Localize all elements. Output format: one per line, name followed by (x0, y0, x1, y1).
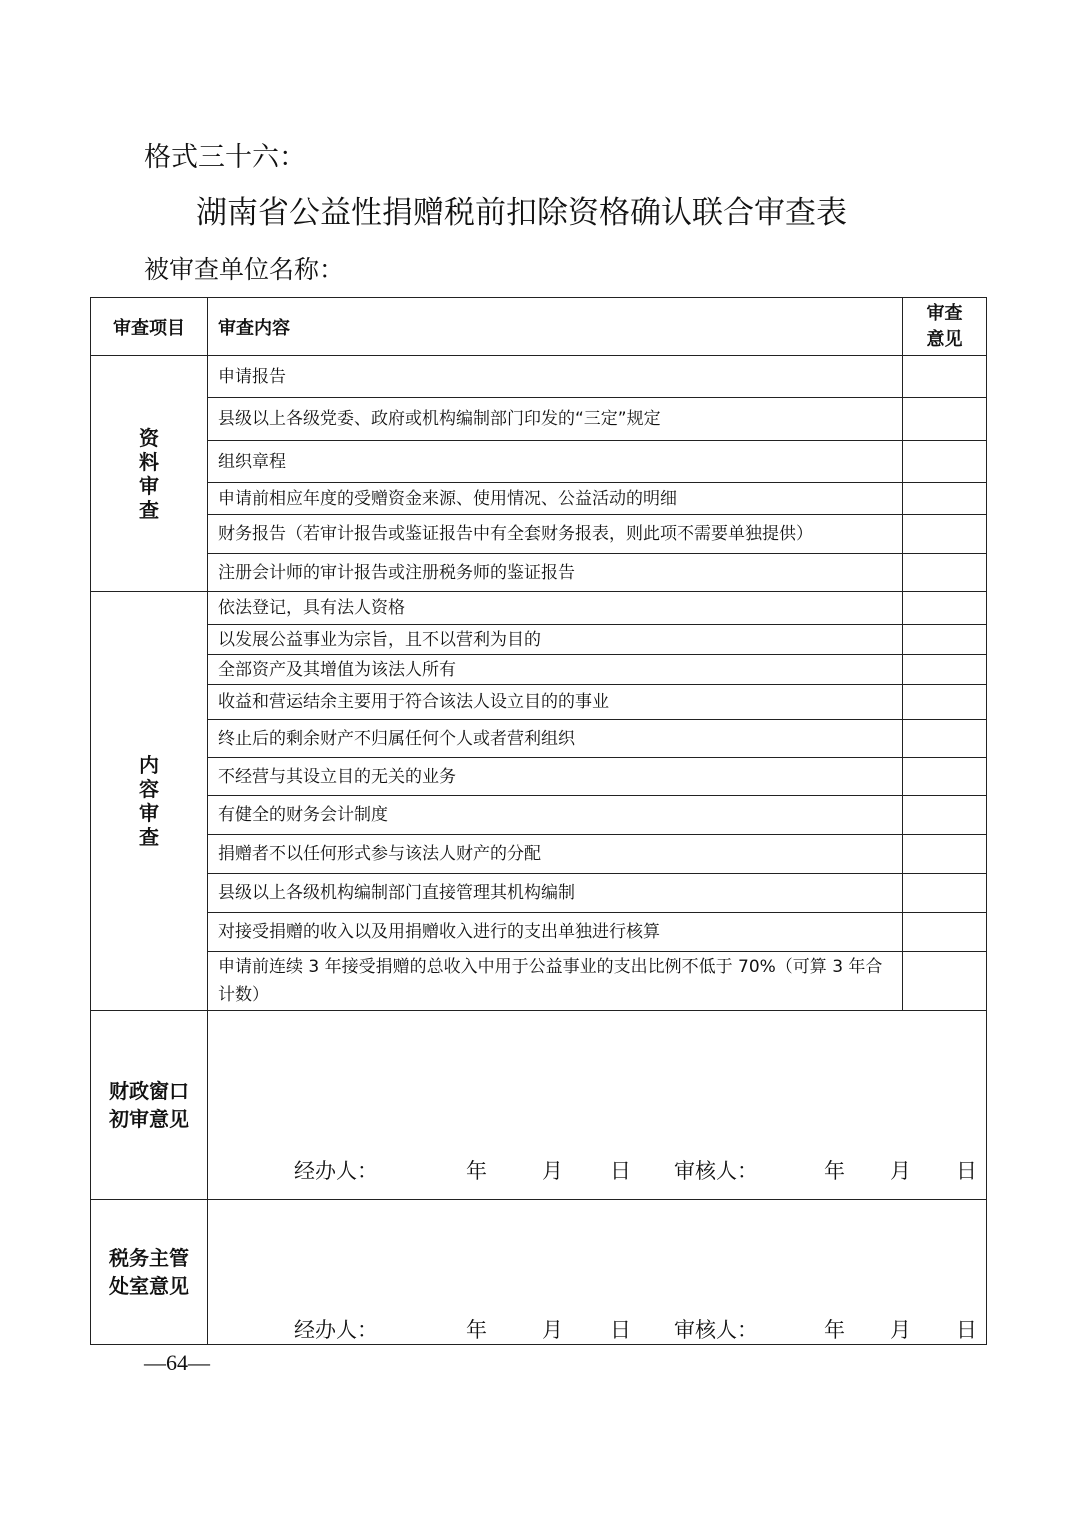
tax-office-opinion-area[interactable] (208, 1200, 987, 1345)
review-item: 有健全的财务会计制度 (208, 796, 903, 835)
finance-window-label-line1: 财政窗口 (109, 1079, 189, 1103)
opinion-cell[interactable] (903, 758, 987, 796)
year-label: 年 (466, 1159, 487, 1183)
review-item: 申请前相应年度的受赠资金来源、使用情况、公益活动的明细 (208, 483, 903, 515)
category-content-label: 内容审查 (139, 753, 159, 849)
finance-window-row (91, 1011, 987, 1200)
opinion-cell[interactable] (903, 554, 987, 592)
table-row (91, 515, 987, 554)
review-item: 组织章程 (208, 441, 903, 483)
review-item: 终止后的剩余财产不归属任何个人或者营利组织 (208, 720, 903, 758)
year-label: 年 (466, 1318, 487, 1342)
table-row (91, 913, 987, 952)
table-row (91, 874, 987, 913)
table-row (91, 625, 987, 655)
tax-office-label-line1: 税务主管 (109, 1246, 189, 1270)
finance-window-label (91, 1011, 208, 1200)
table-row (91, 952, 987, 1011)
year-label: 年 (824, 1159, 845, 1183)
day-label: 日 (610, 1159, 631, 1183)
table-row (91, 398, 987, 441)
table-row (91, 592, 987, 625)
review-item: 申请报告 (208, 356, 903, 398)
reviewer-label: 审核人： (674, 1159, 758, 1183)
opinion-cell[interactable] (903, 356, 987, 398)
table-row (91, 441, 987, 483)
opinion-cell[interactable] (903, 874, 987, 913)
table-row (91, 796, 987, 835)
table-row (91, 554, 987, 592)
header-content: 审查内容 (208, 298, 903, 356)
header-opinion-text: 审查意见 (926, 302, 963, 350)
review-item: 全部资产及其增值为该法人所有 (208, 655, 903, 685)
opinion-cell[interactable] (903, 625, 987, 655)
day-label: 日 (610, 1318, 631, 1342)
opinion-cell[interactable] (903, 720, 987, 758)
month-label: 月 (890, 1318, 911, 1342)
table-row (91, 655, 987, 685)
handler-label: 经办人： (294, 1318, 378, 1342)
opinion-cell[interactable] (903, 796, 987, 835)
month-label: 月 (890, 1159, 911, 1183)
opinion-cell[interactable] (903, 592, 987, 625)
day-label: 日 (956, 1318, 977, 1342)
review-item: 县级以上各级机构编制部门直接管理其机构编制 (208, 874, 903, 913)
opinion-cell[interactable] (903, 398, 987, 441)
month-label: 月 (542, 1318, 563, 1342)
review-item: 以发展公益事业为宗旨，且不以营利为目的 (208, 625, 903, 655)
review-item: 依法登记，具有法人资格 (208, 592, 903, 625)
handler-label: 经办人： (294, 1159, 378, 1183)
tax-office-sign-line (294, 1314, 984, 1344)
opinion-cell[interactable] (903, 835, 987, 874)
table-row (91, 835, 987, 874)
document-title: 湖南省公益性捐赠税前扣除资格确认联合审查表 (196, 195, 847, 231)
category-material-review (91, 356, 208, 592)
tax-office-label (91, 1200, 208, 1345)
finance-window-sign-line (294, 1155, 984, 1185)
table-row (91, 758, 987, 796)
review-item: 注册会计师的审计报告或注册税务师的鉴证报告 (208, 554, 903, 592)
category-content-review (91, 592, 208, 1011)
table-row (91, 720, 987, 758)
review-item: 财务报告（若审计报告或鉴证报告中有全套财务报表，则此项不需要单独提供） (208, 515, 903, 554)
finance-window-label-line2: 初审意见 (109, 1107, 189, 1131)
review-item: 收益和营运结余主要用于符合该法人设立目的的事业 (208, 685, 903, 720)
review-item: 不经营与其设立目的无关的业务 (208, 758, 903, 796)
tax-office-label-line2: 处室意见 (109, 1274, 189, 1298)
page-number: —64— (144, 1350, 210, 1375)
opinion-cell[interactable] (903, 441, 987, 483)
header-opinion (903, 298, 987, 356)
review-item: 县级以上各级党委、政府或机构编制部门印发的“三定”规定 (208, 398, 903, 441)
review-table (90, 297, 987, 1345)
review-item: 对接受捐赠的收入以及用捐赠收入进行的支出单独进行核算 (208, 913, 903, 952)
opinion-cell[interactable] (903, 913, 987, 952)
unit-name-label: 被审查单位名称： (144, 255, 345, 284)
day-label: 日 (956, 1159, 977, 1183)
tax-office-row (91, 1200, 987, 1345)
table-header-row (91, 298, 987, 356)
review-item: 捐赠者不以任何形式参与该法人财产的分配 (208, 835, 903, 874)
table-row (91, 483, 987, 515)
review-item: 申请前连续 3 年接受捐赠的总收入中用于公益事业的支出比例不低于 70%（可算 3 年合计数） (208, 952, 903, 1011)
finance-window-opinion-area[interactable] (208, 1011, 987, 1200)
month-label: 月 (542, 1159, 563, 1183)
opinion-cell[interactable] (903, 685, 987, 720)
opinion-cell[interactable] (903, 952, 987, 1011)
table-row (91, 685, 987, 720)
opinion-cell[interactable] (903, 655, 987, 685)
year-label: 年 (824, 1318, 845, 1342)
category-material-label: 资料审查 (139, 425, 159, 522)
table-row (91, 356, 987, 398)
reviewer-label: 审核人： (674, 1318, 758, 1342)
opinion-cell[interactable] (903, 483, 987, 515)
header-item: 审查项目 (91, 298, 208, 356)
format-label: 格式三十六： (144, 142, 306, 173)
opinion-cell[interactable] (903, 515, 987, 554)
